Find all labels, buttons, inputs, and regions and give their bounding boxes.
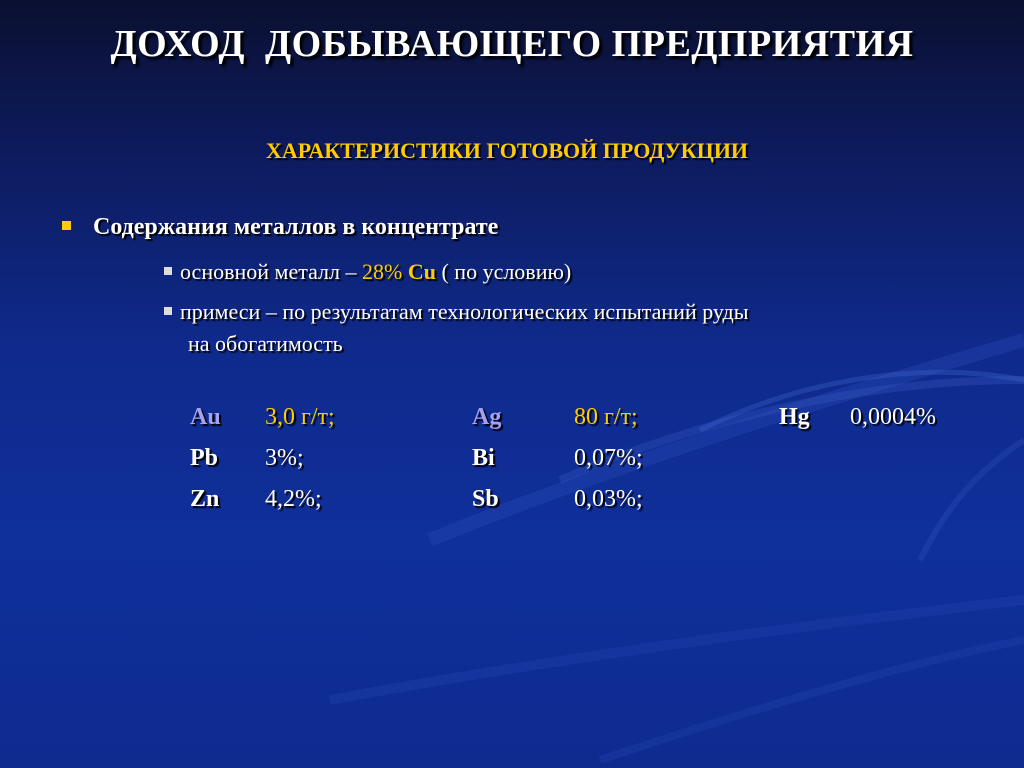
main-metal-suffix: ( по условию) bbox=[435, 259, 572, 284]
impurities-line1: примеси – по результатам технологических испытаний руды bbox=[180, 299, 749, 324]
element-ag: Ag bbox=[472, 404, 502, 430]
bullet-label: Содержания металлов в концентрате bbox=[93, 214, 499, 240]
element-au: Au bbox=[190, 404, 221, 430]
value-zn: 4,2%; bbox=[265, 486, 322, 512]
element-hg: Hg bbox=[779, 404, 810, 430]
sub-item-impurities bbox=[164, 296, 749, 360]
element-sb: Sb bbox=[472, 486, 499, 512]
sub-item-main-metal bbox=[164, 256, 571, 288]
value-hg: 0,0004% bbox=[850, 404, 936, 430]
main-metal-value: 28% bbox=[362, 259, 403, 284]
value-pb: 3%; bbox=[265, 445, 304, 471]
main-metal-element: Cu bbox=[407, 259, 436, 284]
element-pb: Pb bbox=[190, 445, 219, 471]
element-zn: Zn bbox=[190, 486, 220, 512]
value-ag: 80 г/т; bbox=[574, 404, 638, 430]
value-au: 3,0 г/т; bbox=[265, 404, 335, 430]
bullet-metal-contents bbox=[62, 214, 498, 241]
slide-title: ДОХОД ДОБЫВАЮЩЕГО ПРЕДПРИЯТИЯ bbox=[110, 23, 914, 65]
value-sb: 0,03%; bbox=[574, 486, 643, 512]
element-bi: Bi bbox=[472, 445, 495, 471]
slide-subtitle: ХАРАКТЕРИСТИКИ ГОТОВОЙ ПРОДУКЦИИ bbox=[265, 138, 749, 163]
impurities-line2: на обогатимость bbox=[188, 331, 343, 356]
main-metal-prefix: основной металл – bbox=[180, 259, 363, 284]
square-bullet-icon bbox=[164, 267, 172, 275]
square-bullet-icon bbox=[164, 307, 172, 315]
square-bullet-icon bbox=[62, 221, 71, 230]
value-bi: 0,07%; bbox=[574, 445, 643, 471]
